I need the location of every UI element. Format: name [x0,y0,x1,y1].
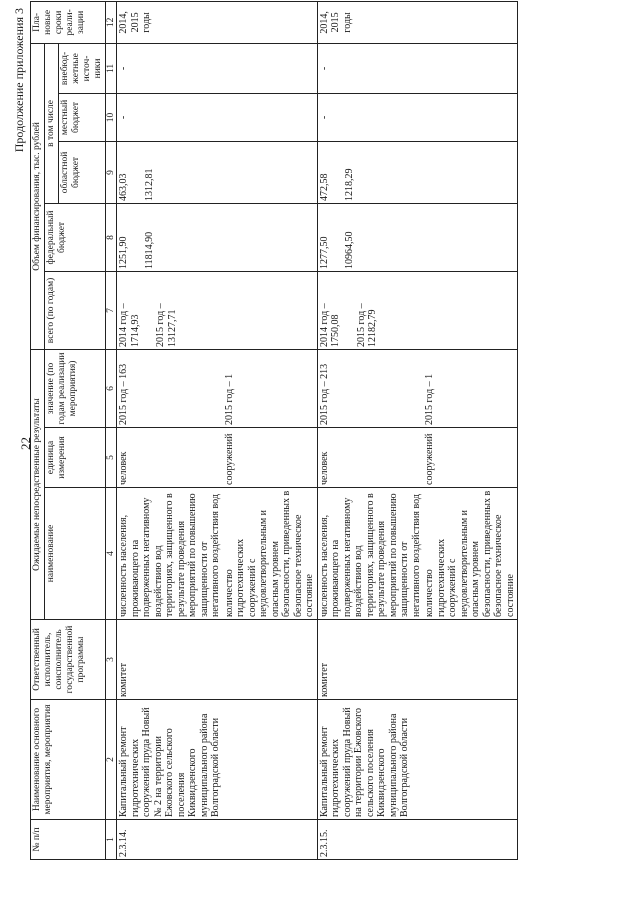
header-period: Пла-новые сроки реали-зации [31,1,106,43]
period-cell: 2014, 2015 годы [117,1,318,43]
header-executor: Ответственный исполнитель, соисполнитель государственной программы [31,620,106,700]
period-cell: 2014, 2015 годы [317,1,518,43]
col-number: 2 [105,700,117,820]
table-row [117,1,223,859]
row-executor: комитет [317,620,518,700]
rotated-document [10,0,620,860]
result-unit: сооружений [223,428,318,488]
regional-cell [117,141,318,203]
row-number: 2.3.14. [117,820,318,860]
row-executor: комитет [117,620,318,700]
result-value: 2015 год – 1 [423,349,518,427]
header-extra: внебюд-жетные источ-ники [58,43,105,93]
col-number: 5 [105,428,117,488]
header-result-name: наименование [44,488,105,620]
col-number: 8 [105,203,117,271]
header-local: местный бюджет [58,93,105,141]
result-unit: человек [117,428,223,488]
table-row [317,1,423,859]
col-number: 1 [105,820,117,860]
header-total: всего (по годам) [44,271,105,349]
federal-cell [317,203,518,271]
row-number: 2.3.15. [317,820,518,860]
federal-2014: 1251,90 [118,236,130,269]
total-2014: 2014 год – 1714,93 [118,303,141,347]
header-no: № п/п [31,820,106,860]
header-value: значение (по годам реализации мероприятия) [44,349,105,427]
regional-cell [317,141,518,203]
header-results: Ожидаемые непосредственные результаты [31,349,45,619]
local-cell: - [117,93,318,141]
row-name: Капитальный ремонт гидротехнических сооружений пруда Новый № 2 на территории Ежовского сельского поселения Киквидзенского муниципального района Волгоградской области [117,700,318,820]
header-regional: областной бюджет [58,141,105,203]
header-incl: в том числе [44,43,58,203]
local-cell: - [317,93,518,141]
result-name: количество гидротехнических сооружений с неудовлетворительным и опасным уровнем безопасности, приведенных в безопасное техническое состояние [223,488,318,620]
total-2015: 2015 год – 13127,71 [155,303,178,347]
col-number: 9 [105,141,117,203]
result-unit: сооружений [423,428,518,488]
total-cell [317,271,518,349]
result-name: численность населения, проживающего на подверженных негативному воздействию вод территориях, защищенного в результате проведения мероприятий по повышению защищенности от негативного воздействия вод [317,488,423,620]
result-unit: человек [317,428,423,488]
federal-cell [117,203,318,271]
page-number: 22 [18,437,33,450]
total-cell [117,271,318,349]
regional-2015: 1218,29 [344,168,356,201]
result-name: количество гидротехнических сооружений с неудовлетворительным и опасным уровнем безопасности, приведенных в безопасное техническое состояние [423,488,518,620]
col-number: 12 [105,1,117,43]
extra-cell: - [117,43,318,93]
result-value: 2015 год – 163 [117,349,223,427]
federal-2014: 1277,50 [318,236,330,269]
header-name: Наименование основного мероприятия, мероприятия [31,700,106,820]
result-value: 2015 год – 213 [317,349,423,427]
header-federal: федеральный бюджет [44,203,105,271]
federal-2015: 10964,50 [344,231,356,269]
regional-2014: 472,58 [318,173,330,201]
result-value: 2015 год – 1 [223,349,318,427]
col-number: 4 [105,488,117,620]
row-name: Капитальный ремонт гидротехнических сооружений пруда Новый на территории Ежовского сельского поселения Киквидзенского муниципального района Волгоградской области [317,700,518,820]
total-2015: 2015 год – 12182,79 [355,303,379,347]
col-number: 3 [105,620,117,700]
col-number: 7 [105,271,117,349]
col-number: 10 [105,93,117,141]
header-funding: Объем финансирования, тыс. рублей [31,43,45,349]
col-number: 6 [105,349,117,427]
header-unit: единица измерения [44,428,105,488]
continuation-label: Продолжение приложения 3 [12,8,26,153]
regional-2015: 1312,81 [143,168,155,201]
extra-cell: - [317,43,518,93]
total-2014: 2014 год – 1750,08 [318,303,342,347]
regional-2014: 463,03 [118,173,130,201]
col-number: 11 [105,43,117,93]
federal-2015: 11814,90 [143,231,155,269]
funding-table [30,1,518,860]
result-name: численность населения, проживающего на подверженных негативному воздействию вод территориях, защищенного в результате проведения мероприятий по повышению защищенности от негативного воздействия вод [117,488,223,620]
